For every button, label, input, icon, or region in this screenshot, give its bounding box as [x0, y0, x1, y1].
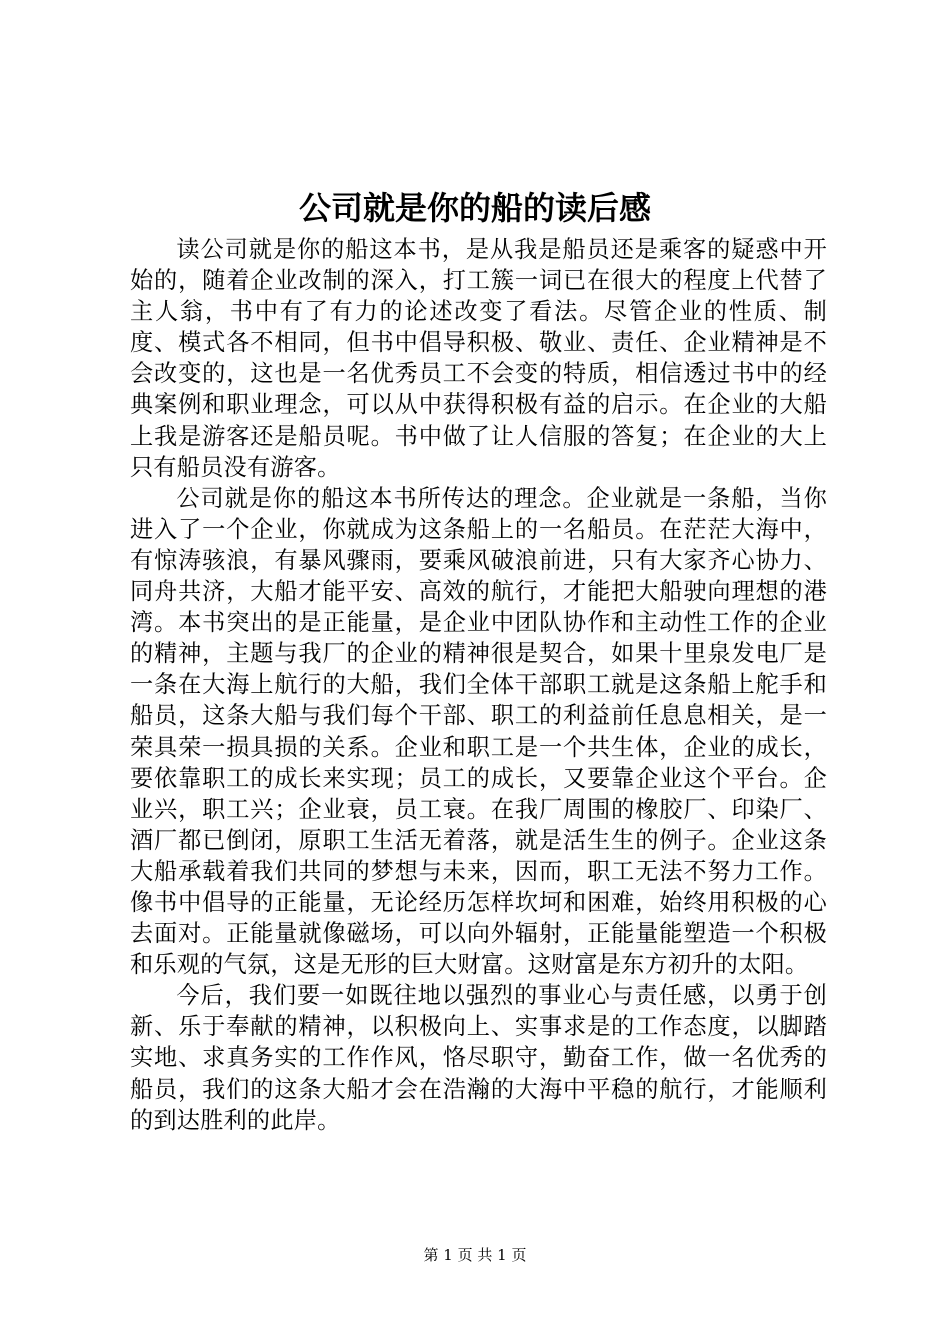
paragraph: 公司就是你的船这本书所传达的理念。企业就是一条船，当你进入了一个企业，你就成为这条船上的一名船员。在茫茫大海中，有惊涛骇浪，有暴风骤雨，要乘风破浪前进，只有大家齐心协力、同舟共济，大船才能平安、高效的航行，才能把大船驶向理想的港湾。本书突出的是正能量，是企业中团队协作和主动性工作的企业的精神，主题与我厂的企业的精神很是契合，如果十里泉发电厂是一条在大海上航行的大船，我们全体干部职工就是这条船上舵手和船员，这条大船与我们每个干部、职工的利益前任息息相关，是一荣具荣一损具损的关系。企业和职工是一个共生体，企业的成长，要依靠职工的成长来实现；员工的成长，又要靠企业这个平台。企业兴，职工兴；企业衰，员工衰。在我厂周围的橡胶厂、印染厂、酒厂都已倒闭，原职工生活无着落，就是活生生的例子。企业这条大船承载着我们共同的梦想与未来，因而，职工无法不努力工作。像书中倡导的正能量，无论经历怎样坎坷和困难，始终用积极的心去面对。正能量就像磁场，可以向外辐射，正能量能塑造一个积极和乐观的气氛，这是无形的巨大财富。这财富是东方初升的太阳。 [130, 484, 827, 979]
paragraph: 今后，我们要一如既往地以强烈的事业心与责任感，以勇于创新、乐于奉献的精神，以积极向上、实事求是的工作态度，以脚踏实地、求真务实的工作作风，恪尽职守，勤奋工作，做一名优秀的船员，我们的这条大船才会在浩瀚的大海中平稳的航行，才能顺利的到达胜利的此岸。 [130, 982, 827, 1134]
page-footer: 第 1 页 共 1 页 [423, 1246, 527, 1264]
document-title: 公司就是你的船的读后感 [298, 189, 651, 227]
document-body [130, 234, 827, 1136]
paragraph: 读公司就是你的船这本书，是从我是船员还是乘客的疑惑中开始的，随着企业改制的深入，打工簇一词已在很大的程度上代替了主人翁，书中有了有力的论述改变了看法。尽管企业的性质、制度、模式各不相同，但书中倡导积极、敬业、责任、企业精神是不会改变的，这也是一名优秀员工不会变的特质，相信透过书中的经典案例和职业理念，可以从中获得积极有益的启示。在企业的大船上我是游客还是船员呢。书中做了让人信服的答复；在企业的大上只有船员没有游客。 [130, 236, 827, 481]
